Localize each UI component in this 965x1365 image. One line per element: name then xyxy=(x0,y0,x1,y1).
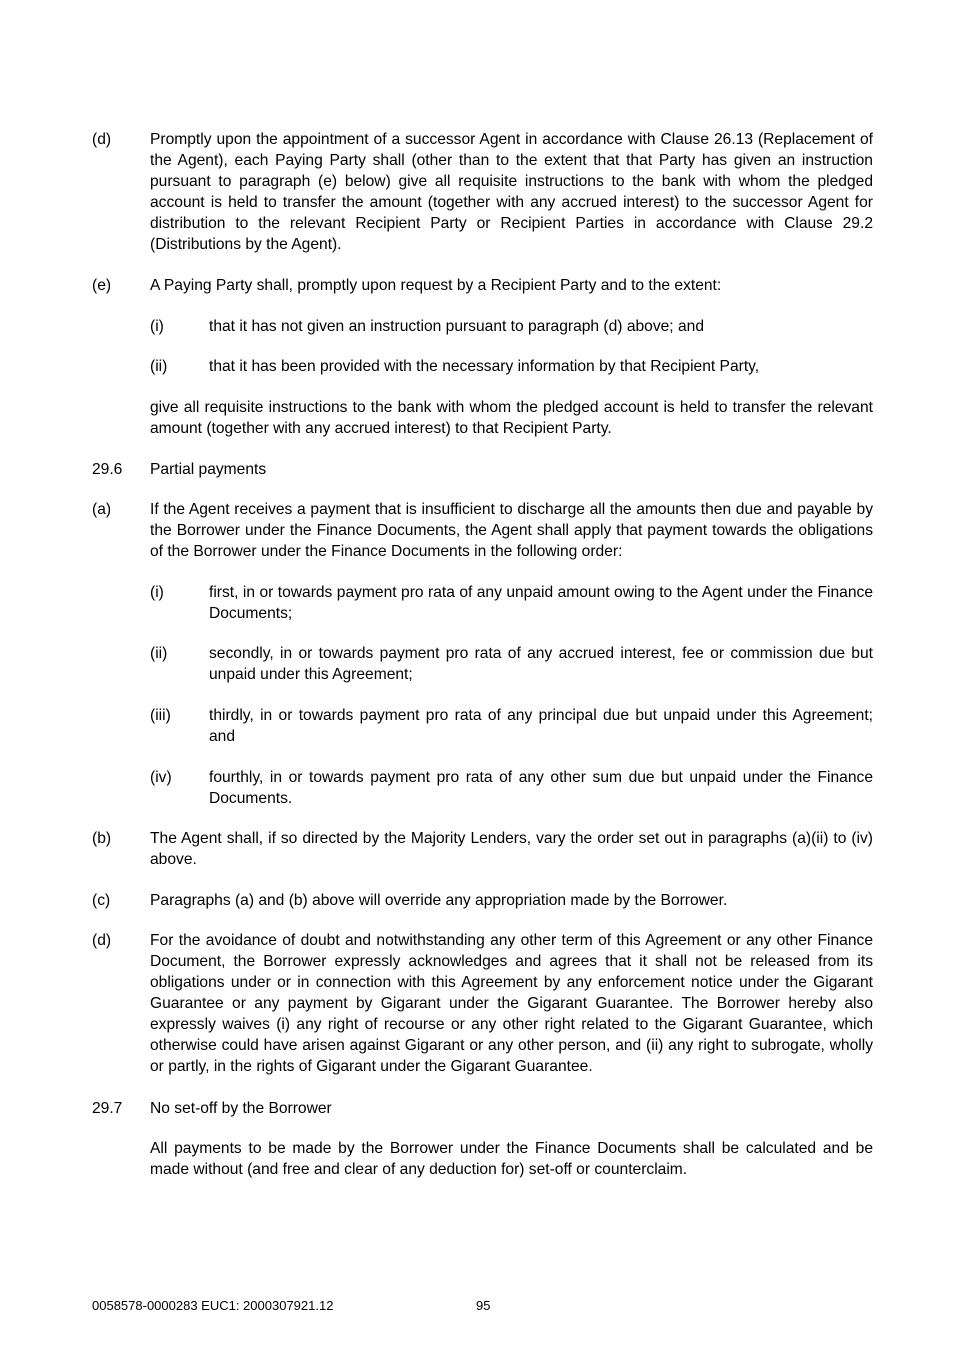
subparagraph-a-iv xyxy=(150,767,873,809)
paragraph-label: (d) xyxy=(92,932,112,949)
footer-document-reference: 0058578-0000283 EUC1: 2000307921.12 xyxy=(92,1298,334,1313)
subparagraph-a-iii xyxy=(150,705,873,747)
section-number: 29.6 xyxy=(92,461,123,478)
paragraph-label: (d) xyxy=(92,131,112,148)
paragraph-text: For the avoidance of doubt and notwithstanding any other term of this Agreement or any other Finance Document, the Borrower expressly acknowledges and agrees that it shall not be released from its obligations under or in connection with this Agreement by any enforcement notice under the Gigarant Guarantee or any payment by Gigarant under the Gigarant Guarantee. The Borrower hereby also expressly waives (i) any right of recourse or any other right related to the Gigarant Guarantee, which otherwise could have arisen against Gigarant or any other person, and (ii) any right to subrogate, wholly or partly, in the rights of Gigarant under the Gigarant Guarantee. xyxy=(150,932,873,1075)
subparagraph-e-i xyxy=(150,316,873,337)
subparagraph-e-ii xyxy=(150,356,873,377)
subparagraph-text: that it has not given an instruction pursuant to paragraph (d) above; and xyxy=(209,318,704,335)
subparagraph-label: (i) xyxy=(150,318,164,335)
subparagraph-text: first, in or towards payment pro rata of any unpaid amount owing to the Agent under the Finance Documents; xyxy=(209,584,873,622)
paragraph-e-continuation: give all requisite instructions to the bank with whom the pledged account is held to transfer the relevant amount (together with any accrued interest) to that Recipient Party. xyxy=(150,399,873,437)
subparagraph-label: (ii) xyxy=(150,358,168,375)
paragraph-label: (e) xyxy=(92,277,112,294)
subparagraph-text: that it has been provided with the necessary information by that Recipient Party, xyxy=(209,358,760,375)
subparagraph-a-i xyxy=(150,582,873,624)
subparagraph-label: (i) xyxy=(150,584,164,601)
paragraph-e-paying-party xyxy=(92,275,873,296)
subparagraph-text: secondly, in or towards payment pro rata of any accrued interest, fee or commission due but unpaid under this Agreement; xyxy=(209,645,873,683)
paragraph-c-override xyxy=(92,890,873,911)
section-title: Partial payments xyxy=(150,461,267,478)
section-title: No set-off by the Borrower xyxy=(150,1100,332,1117)
paragraph-text: Promptly upon the appointment of a successor Agent in accordance with Clause 26.13 (Replacement of the Agent), each Paying Party shall (other than to the extent that that Party has given an instruction pursuant to paragraph (e) below) give all requisite instructions to the bank with whom the pledged account is held to transfer the amount (together with any accrued interest) to the successor Agent for distribution to the relevant Recipient Party or Recipient Parties in accordance with Clause 29.2 (Distributions by the Agent). xyxy=(150,131,873,253)
footer-page-number: 95 xyxy=(476,1298,491,1313)
paragraph-b-vary-order xyxy=(92,828,873,870)
subparagraph-text: thirdly, in or towards payment pro rata of any principal due but unpaid under this Agreement; and xyxy=(209,707,873,745)
section-heading-29-6 xyxy=(92,459,873,480)
paragraph-d-gigarant-guarantee xyxy=(92,930,873,1077)
subparagraph-label: (iii) xyxy=(150,707,171,724)
subparagraph-text: fourthly, in or towards payment pro rata of any other sum due but unpaid under the Finance Documents. xyxy=(209,769,873,807)
paragraph-text: If the Agent receives a payment that is insufficient to discharge all the amounts then due and payable by the Borrower under the Finance Documents, the Agent shall apply that payment towards the obligations of the Borrower under the Finance Documents in the following order: xyxy=(150,501,873,560)
section-heading-29-7 xyxy=(92,1098,873,1119)
subparagraph-label: (ii) xyxy=(150,645,168,662)
paragraph-label: (c) xyxy=(92,892,111,909)
subparagraph-a-ii xyxy=(150,643,873,685)
paragraph-text: The Agent shall, if so directed by the Majority Lenders, vary the order set out in paragraphs (a)(ii) to (iv) above. xyxy=(150,830,873,868)
paragraph-text: A Paying Party shall, promptly upon request by a Recipient Party and to the extent: xyxy=(150,277,722,294)
subparagraph-label: (iv) xyxy=(150,769,172,786)
section-number: 29.7 xyxy=(92,1100,123,1117)
paragraph-d-successor-agent xyxy=(92,129,873,255)
paragraph-label: (b) xyxy=(92,830,112,847)
paragraph-text: Paragraphs (a) and (b) above will override any appropriation made by the Borrower. xyxy=(150,892,728,909)
section-29-7-text: All payments to be made by the Borrower under the Finance Documents shall be calculated and be made without (and free and clear of any deduction for) set-off or counterclaim. xyxy=(150,1140,873,1178)
paragraph-label: (a) xyxy=(92,501,112,518)
paragraph-a-insufficient-payment xyxy=(92,499,873,562)
